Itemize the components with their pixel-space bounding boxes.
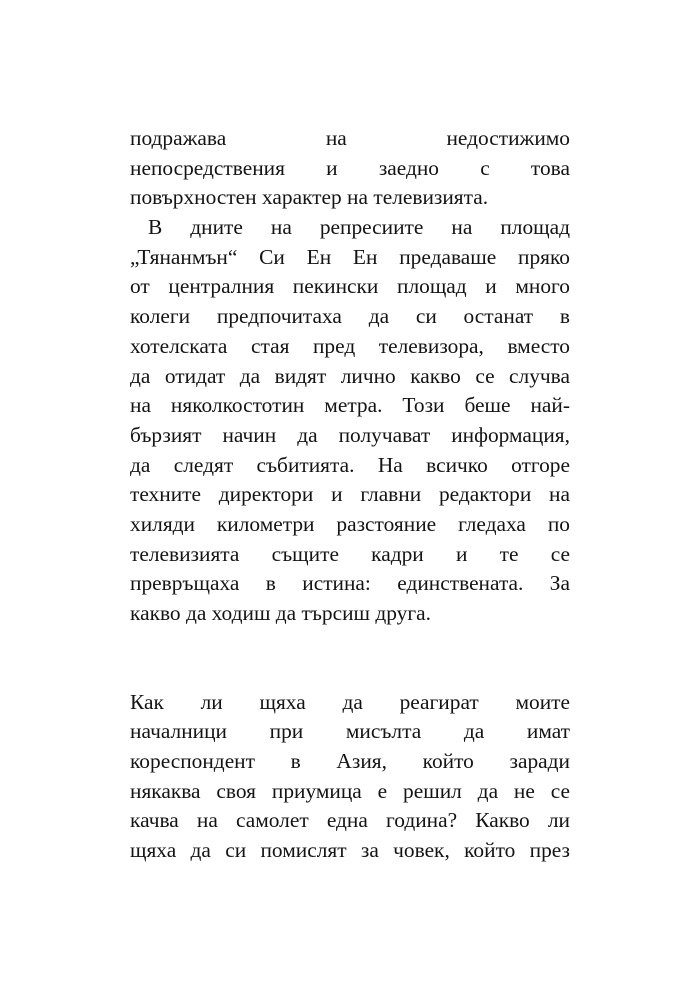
text-line: хиляди километри разстояние гледаха по — [130, 511, 570, 536]
text-line: бързият начин да получават информация, — [130, 422, 570, 447]
text-line: В дните на репресиите на площад — [148, 215, 570, 240]
text-line: да следят събитията. На всичко отгоре — [130, 452, 570, 477]
text-line: щяха да си помислят за човек, който през — [130, 838, 570, 863]
text-line: техните директори и главни редактори на — [130, 482, 570, 507]
text-line: някаква своя приумица е решил да не се — [130, 778, 570, 803]
text-line: да отидат да видят лично какво се случва — [130, 363, 570, 388]
text-line: началници при мисълта да имат — [130, 719, 570, 744]
text-line: хотелската стая пред телевизора, вместо — [130, 333, 570, 358]
section-break — [130, 629, 570, 688]
paragraph — [130, 688, 570, 866]
text-line: превръщаха в истина: единствената. За — [130, 571, 570, 596]
text-line: телевизията същите кадри и те се — [130, 541, 570, 566]
text-line: кореспондент в Азия, който заради — [130, 749, 570, 774]
paragraph — [130, 124, 570, 213]
text-line: качва на самолет една година? Какво ли — [130, 808, 570, 833]
text-line: подражава на недостижимо — [130, 126, 570, 150]
text-line: непосредствения и заедно с това — [130, 155, 570, 180]
text-line: на няколкостотин метра. Този беше най- — [130, 393, 570, 418]
paragraph — [130, 213, 570, 629]
text-line: от централния пекински площад и много — [130, 274, 570, 299]
text-line: Как ли щяха да реагират моите — [130, 689, 570, 714]
book-page-text — [130, 124, 570, 866]
text-line: „Тянанмън“ Си Ен Ен предаваше пряко — [130, 244, 570, 269]
text-line: повърхностен характер на телевизията. — [130, 185, 489, 210]
text-line: какво да ходиш да търсиш друга. — [130, 601, 431, 625]
text-line: колеги предпочитаха да си останат в — [130, 304, 570, 329]
